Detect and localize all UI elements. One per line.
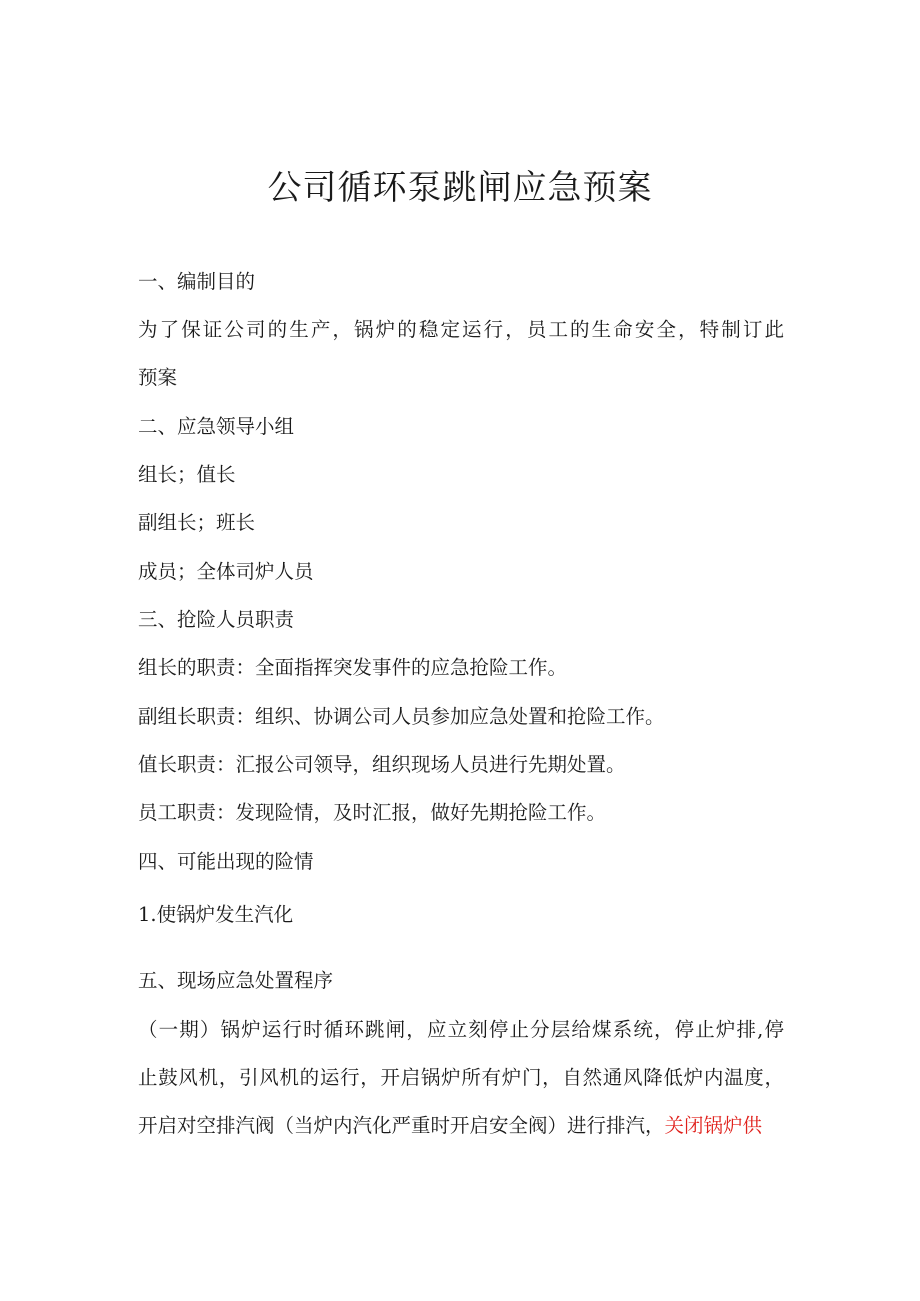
section-3-leader-duty: 组长的职责：全面指挥突发事件的应急抢险工作。 <box>138 656 568 679</box>
section-5-highlighted-text: 关闭锅炉供 <box>664 1114 763 1137</box>
section-3-staff-duty: 员工职责：发现险情，及时汇报，做好先期抢险工作。 <box>138 801 607 824</box>
section-5-paragraph-line-3-text: 开启对空排汽阀（当炉内汽化严重时开启安全阀）进行排汽， <box>138 1114 665 1137</box>
section-5-heading: 五、现场应急处置程序 <box>138 969 334 992</box>
section-4-item-1: 1.使锅炉发生汽化 <box>138 903 294 926</box>
section-1-body-line-1: 为了保证公司的生产，锅炉的稳定运行，员工的生命安全，特制订此 <box>138 318 784 341</box>
section-3-shift-duty: 值长职责：汇报公司领导，组织现场人员进行先期处置。 <box>138 753 626 776</box>
section-2-leader: 组长；值长 <box>138 463 236 486</box>
section-2-members: 成员；全体司炉人员 <box>138 560 314 583</box>
section-5-paragraph-line-3 <box>138 1111 784 1141</box>
section-4-heading: 四、可能出现的险情 <box>138 850 314 873</box>
section-2-heading: 二、应急领导小组 <box>138 415 295 438</box>
section-1-heading: 一、编制目的 <box>138 270 256 293</box>
document-title: 公司循环泵跳闸应急预案 <box>267 168 653 208</box>
section-1-body-line-2: 预案 <box>138 366 178 389</box>
section-5-paragraph-line-1: （一期）锅炉运行时循环跳闸，应立刻停止分层给煤系统，停止炉排,停 <box>138 1018 784 1041</box>
section-3-deputy-duty: 副组长职责：组织、协调公司人员参加应急处置和抢险工作。 <box>138 705 665 728</box>
section-5-paragraph-line-2: 止鼓风机，引风机的运行，开启锅炉所有炉门，自然通风降低炉内温度， <box>138 1066 784 1089</box>
section-2-deputy: 副组长；班长 <box>138 511 256 534</box>
section-3-heading: 三、抢险人员职责 <box>138 608 295 631</box>
